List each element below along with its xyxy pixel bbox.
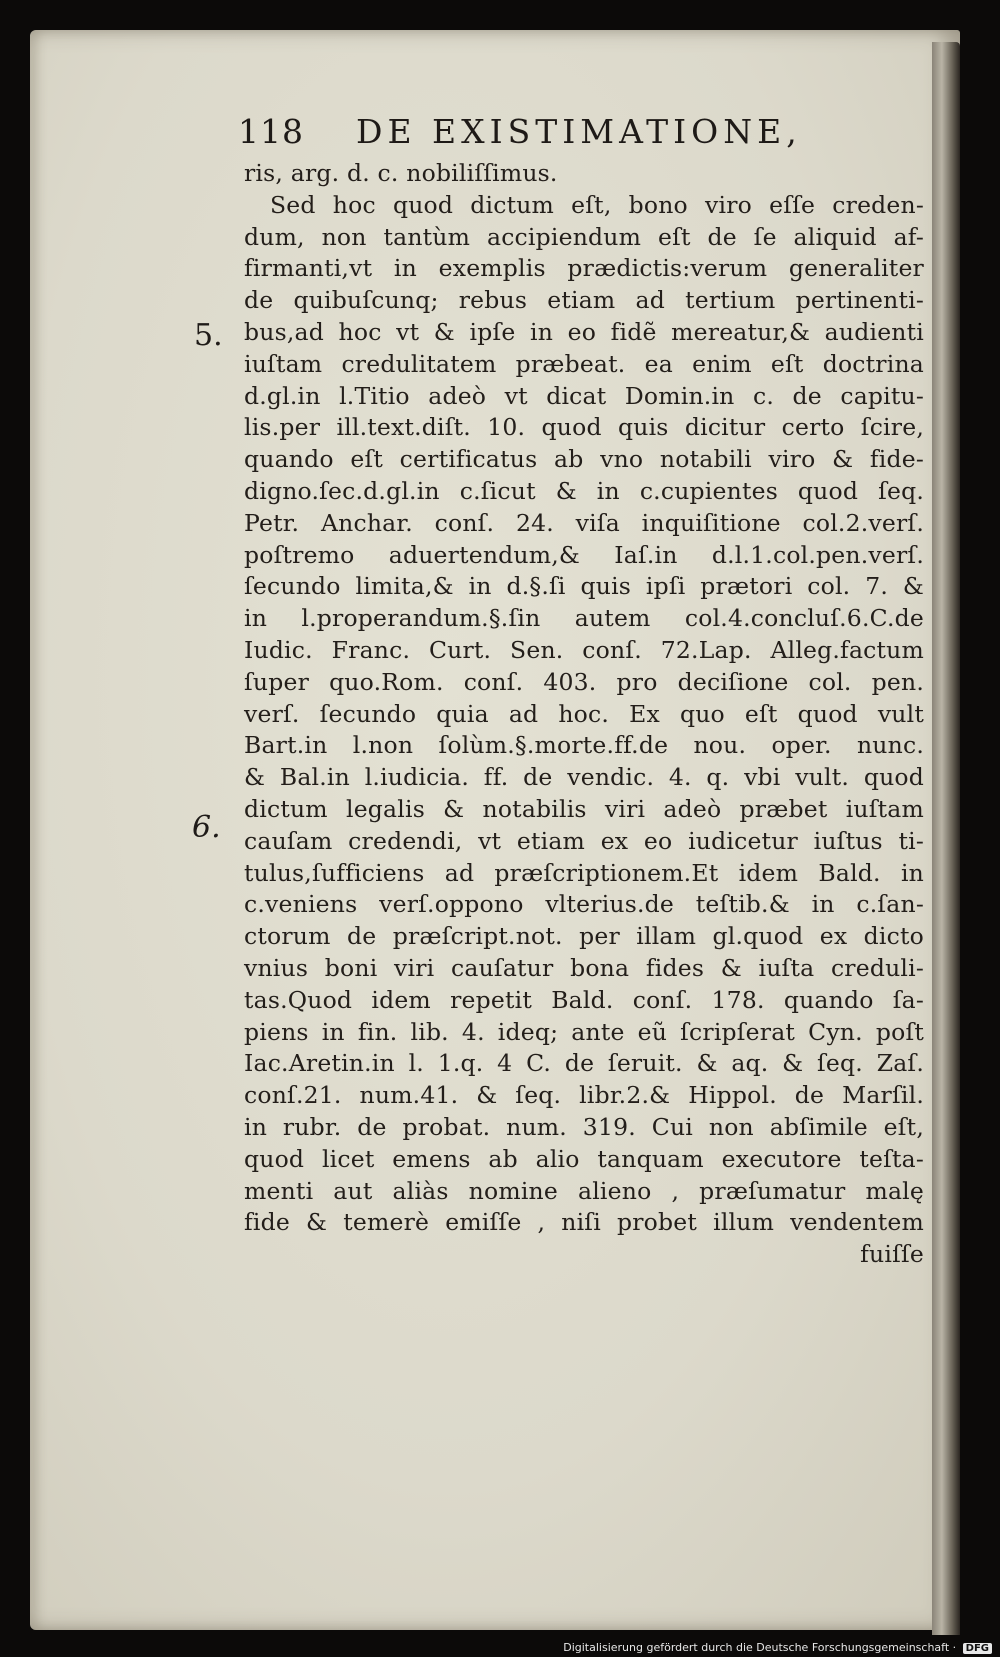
text-line: vnius boni viri cauſatur bona fides & iuſta creduli- [244, 953, 924, 982]
text-line: Bart.in l.non ſolùm.§.morte.ff.de nou. oper. nunc. [244, 731, 924, 760]
text-line: tulus,ſufficiens ad præſcriptionem.Et idem Bald. in [244, 858, 924, 887]
text-line: piens in fin. lib. 4. ideq; ante eũ ſcripſerat Cyn. poſt [244, 1017, 924, 1046]
text-line: tas.Quod idem repetit Bald. conſ. 178. quando ſa- [244, 985, 924, 1014]
text-line: ſuper quo.Rom. conſ. 403. pro deciſione col. pen. [244, 667, 924, 696]
running-head: DE EXISTIMATIONE, [356, 112, 802, 151]
digitization-footer [0, 1635, 1000, 1657]
page-header [238, 112, 838, 158]
catchword: fuiſſe [860, 1240, 924, 1269]
text-line: de quibuſcunq; rebus etiam ad tertium pertinenti- [244, 286, 924, 315]
text-line: dictum legalis & notabilis viri adeò præbet iuſtam [244, 794, 924, 823]
body-text [244, 158, 924, 1271]
text-line: in rubr. de probat. num. 319. Cui non abſimile eſt, [244, 1112, 924, 1141]
text-line: in l.properandum.§.ſin autem col.4.concluſ.6.C.de [244, 604, 924, 633]
text-line: ctorum de præſcript.not. per illam gl.quod ex dicto [244, 922, 924, 951]
text-line: quando eſt certificatus ab vno notabili viro & fide- [244, 445, 924, 474]
text-line: Iac.Aretin.in l. 1.q. 4 C. de ſeruit. & aq. & ſeq. Zaſ. [244, 1049, 924, 1078]
text-line: poſtremo aduertendum,& Iaſ.in d.l.1.col.pen.verſ. [244, 540, 924, 569]
text-line: bus,ad hoc vt & ipſe in eo fidẽ mereatur,& audienti [244, 317, 924, 346]
footer-credit-text: Digitalisierung gefördert durch die Deutsche Forschungsgemeinschaft · [563, 1641, 957, 1654]
text-line: cauſam credendi, vt etiam ex eo iudicetur iuſtus ti- [244, 826, 924, 855]
text-line: quod licet emens ab alio tanquam executore teſta- [244, 1144, 924, 1173]
footer-credit [563, 1641, 992, 1654]
text-line: iuſtam credulitatem præbeat. ea enim eſt doctrina [244, 349, 924, 378]
text-line: fide & temerè emiſſe , niſi probet illum vendentem [244, 1208, 924, 1237]
text-line: firmanti,vt in exemplis prædictis:verum generaliter [244, 254, 924, 283]
dfg-logo: DFG [963, 1643, 992, 1654]
text-line: Petr. Anchar. conſ. 24. viſa inquiſitione col.2.verſ. [244, 508, 924, 537]
text-line: lis.per ill.text.diſt. 10. quod quis dicitur certo ſcire, [244, 413, 924, 442]
page-number: 118 [238, 112, 304, 151]
text-line: ris, arg. d. c. nobiliſſimus. [244, 159, 558, 187]
text-line: Sed hoc quod dictum eſt, bono viro eſſe creden- [270, 190, 924, 219]
text-line: digno.ſec.d.gl.in c.ſicut & in c.cupientes quod ſeq. [244, 476, 924, 505]
margin-note-6: 6. [192, 810, 221, 845]
text-line: ſecundo limita,& in d.§.ſi quis ipſi prætori col. 7. & [244, 572, 924, 601]
page-edge [932, 42, 960, 1642]
text-line: menti aut aliàs nomine alieno , præſumatur malę [244, 1176, 924, 1205]
text-line: conſ.21. num.41. & ſeq. libr.2.& Hippol. de Marſil. [244, 1081, 924, 1110]
text-line: & Bal.in l.iudicia. ff. de vendic. 4. q. vbi vult. quod [244, 763, 924, 792]
text-line: verſ. ſecundo quia ad hoc. Ex quo eſt quod vult [244, 699, 924, 728]
text-line: d.gl.in l.Titio adeò vt dicat Domin.in c. de capitu- [244, 381, 924, 410]
text-line: dum, non tantùm accipiendum eſt de ſe aliquid af- [244, 222, 924, 251]
margin-note-5: 5. [194, 318, 223, 353]
text-line: Iudic. Franc. Curt. Sen. conſ. 72.Lap. Alleg.factum [244, 635, 924, 664]
text-line: c.veniens verſ.oppono vlterius.de teſtib.& in c.ſan- [244, 890, 924, 919]
